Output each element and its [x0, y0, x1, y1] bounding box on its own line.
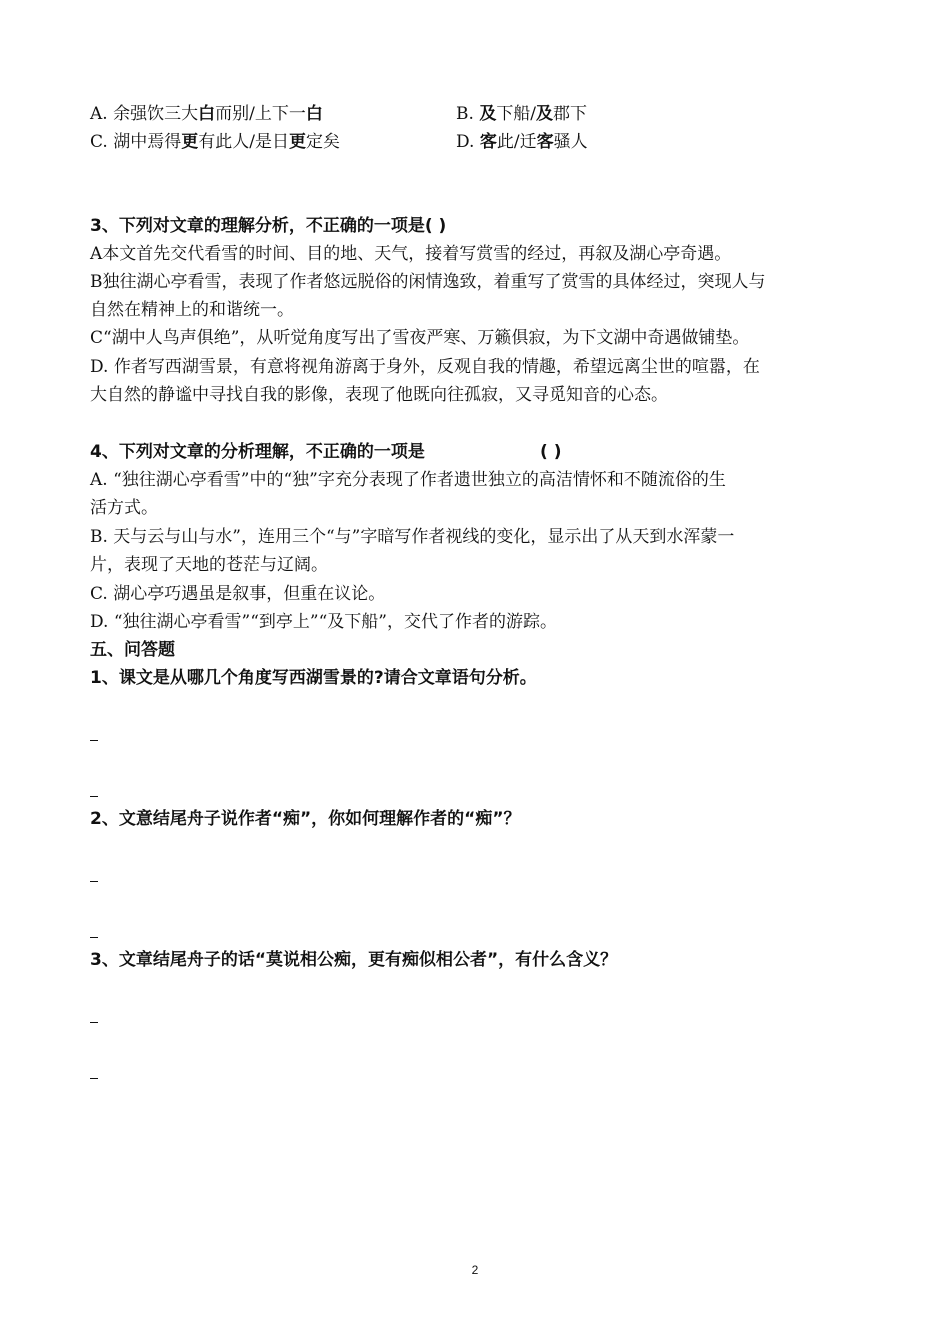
q3-title: 3、下列对文章的理解分析，不正确的一项是( ) — [90, 216, 447, 236]
q4-line: D. “独往湖心亭看雪”“到亭上”“及下船”，交代了作者的游踪。 — [90, 612, 557, 632]
q3-line: 大自然的静谧中寻找自我的影像，表现了他既向往孤寂，又寻觅知音的心态。 — [90, 385, 668, 405]
answer-line — [90, 796, 98, 797]
answer-line — [90, 881, 98, 882]
option-text: A. 余强饮三大 — [90, 104, 199, 124]
q2-option-a — [90, 100, 323, 128]
option-bold-char: 更 — [181, 132, 199, 152]
q3-line: C“湖中人鸟声俱绝”，从听觉角度写出了雪夜严寒、万籁俱寂，为下文湖中奇遇做铺垫。 — [90, 328, 750, 348]
option-text: 骚人 — [553, 132, 588, 152]
page-number: 2 — [471, 1263, 479, 1277]
option-bold-char: 白 — [305, 104, 323, 124]
q4-line: B. 天与云与山与水”，连用三个“与”字暗写作者视线的变化，显示出了从天到水浑蒙一 — [90, 527, 735, 547]
q4-line: A. “独往湖心亭看雪”中的“独”字充分表现了作者遗世独立的高洁情怀和不随流俗的生 — [90, 470, 726, 490]
qa-question-3: 3、文章结尾舟子的话“莫说相公痴，更有痴似相公者”，有什么含义？ — [90, 950, 618, 970]
q4-line: C. 湖心亭巧遇虽是叙事，但重在议论。 — [90, 584, 386, 604]
q3-line: A本文首先交代看雪的时间、目的地、天气，接着写赏雪的经过，再叙及湖心亭奇遇。 — [90, 244, 732, 264]
q2-option-b — [456, 100, 587, 128]
option-bold-char: 更 — [288, 132, 306, 152]
option-text: 郡下 — [553, 104, 588, 124]
q4-title: 4、下列对文章的分析理解，不正确的一项是 — [90, 442, 425, 462]
option-text: D. — [456, 132, 480, 152]
option-text: 有此人/是日 — [198, 132, 289, 152]
option-text: 而别/上下一 — [215, 104, 306, 124]
q3-line: B独往湖心亭看雪，表现了作者悠远脱俗的闲情逸致，着重写了赏雪的具体经过，突现人与 — [90, 272, 766, 292]
q4-answer-paren: ( ) — [540, 442, 562, 462]
section-heading: 五、问答题 — [90, 640, 175, 660]
option-bold-char: 客 — [479, 132, 497, 152]
answer-line — [90, 937, 98, 938]
option-text: 下船/ — [496, 104, 537, 124]
qa-question-1: 1、课文是从哪几个角度写西湖雪景的?请合文章语句分析。 — [90, 668, 537, 688]
q2-option-c — [90, 128, 340, 156]
q3-line: 自然在精神上的和谐统一。 — [90, 300, 294, 320]
q3-line: D. 作者写西湖雪景，有意将视角游离于身外，反观自我的情趣，希望远离尘世的喧嚣，在 — [90, 357, 760, 377]
option-text: 定矣 — [305, 132, 340, 152]
q4-line: 活方式。 — [90, 498, 158, 518]
answer-line — [90, 1022, 98, 1023]
answer-line — [90, 740, 98, 741]
option-text: C. 湖中焉得 — [90, 132, 182, 152]
option-text: 此/迁 — [496, 132, 537, 152]
option-bold-char: 白 — [198, 104, 216, 124]
q2-option-d — [456, 128, 588, 156]
qa-question-2: 2、文意结尾舟子说作者“痴”，你如何理解作者的“痴”？ — [90, 809, 521, 829]
option-bold-char: 及 — [536, 104, 554, 124]
option-bold-char: 客 — [536, 132, 554, 152]
answer-line — [90, 1078, 98, 1079]
option-bold-char: 及 — [479, 104, 497, 124]
q4-line: 片，表现了天地的苍茫与辽阔。 — [90, 555, 328, 575]
option-text: B. — [456, 104, 480, 124]
